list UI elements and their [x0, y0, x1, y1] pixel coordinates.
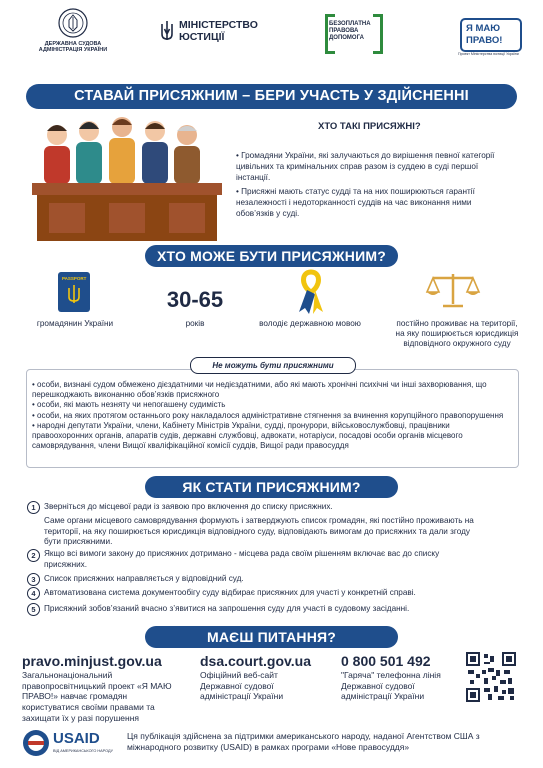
hotline-number: 0 800 501 492 — [341, 653, 431, 669]
who-para-1: • Громадяни України, які залучаються до вирішення певної категорії цивільних та кримінальних справ разом із суддею в суді першої інстанції. — [236, 151, 495, 183]
who-can-banner — [145, 245, 398, 267]
scales-icon — [425, 270, 481, 310]
minjust-line1: МІНІСТЕРСТВО — [179, 19, 258, 31]
ymp-sub: Проект Міністерства юстиції України — [458, 52, 519, 56]
step-number: 2 — [27, 549, 40, 562]
qualification-years: років — [185, 319, 205, 328]
minjust-line2: ЮСТИЦІЇ — [179, 31, 225, 43]
usaid-sub: ВІД АМЕРИКАНСЬКОГО НАРОДУ — [53, 749, 114, 753]
footer-text: Ця публікація здійснена за підтримки американського народу, наданої Агентством США з міжнародного розвитку (USAID) в рамках програми «Нове правосуддя» — [127, 731, 480, 753]
step-text: Присяжний зобов’язаний вчасно з’явитися на запрошення суду для участі в судовому засіданні. — [44, 604, 410, 613]
minjust-logo — [160, 8, 258, 64]
age-range: 30-65 — [166, 287, 224, 312]
dsa-emblem-icon — [58, 8, 88, 38]
step-text: Автоматизована система документообігу суду відбирає присяжних для участі у конкретній справі. — [44, 588, 416, 597]
step-number: 1 — [27, 501, 40, 514]
dsa-logo — [28, 8, 118, 64]
ymp-badge — [460, 18, 522, 52]
ribbon-icon — [295, 268, 327, 316]
trident-icon — [160, 20, 174, 42]
person-3 — [109, 117, 135, 184]
main-title: СТАВАЙ ПРИСЯЖНИМ – БЕРИ УЧАСТЬ У ЗДІЙСНЕННІ ПРАВОСУДДЯ — [74, 88, 469, 129]
bpd-bracket-right — [373, 14, 383, 54]
person-5 — [174, 125, 200, 184]
ymp-logo — [458, 8, 523, 64]
step-text: Якщо всі вимоги закону до присяжних дотримано - місцева рада своїм рішенням включає вас до списку присяжних. — [44, 549, 440, 569]
usaid-word: USAID — [53, 730, 100, 747]
dsa-name: ДЕРЖАВНА СУДОВА АДМІНІСТРАЦІЯ УКРАЇНИ — [38, 41, 108, 54]
qualification-residence: постійно проживає на території, на яку поширюється юрисдикція відповідного окружного суду — [395, 319, 519, 348]
ymp-text: Я МАЮ ПРАВО! — [466, 23, 503, 46]
who-heading: ХТО ТАКІ ПРИСЯЖНІ? — [318, 121, 421, 132]
passport-word: PASSPORT — [62, 276, 87, 281]
bpd-line2: ПРАВОВА — [329, 28, 359, 34]
step-number: 4 — [27, 587, 40, 600]
dsa-court-link[interactable]: dsa.court.gov.ua — [200, 653, 311, 669]
bpd-logo — [325, 8, 385, 64]
restriction-item: • особи, визнані судом обмежено дієздатними чи недієздатними, або які мають хронічні психічні чи інші захворювання, що перешкоджають виконанню обов’язків присяжного — [32, 380, 487, 400]
how-banner — [145, 476, 398, 498]
step-number: 5 — [27, 603, 40, 616]
how-title: ЯК СТАТИ ПРИСЯЖНИМ? — [182, 479, 361, 495]
person-2 — [76, 121, 102, 184]
step-text: Список присяжних направляється у відповідний суд. — [44, 574, 244, 583]
restriction-item: • народні депутати України, члени, Кабінету Міністрів України, судді, пронурори, військовослужбовці, працівники правоохоронних органів, апаратів судів, державні службовці, адвокати, нотаріуси, посадові особи органів місцевого самоврядування, члени Вищої кваліфікаційної комісії суддів, Вищої ради правосуддя — [32, 420, 463, 451]
bpd-line3: ДОПОМОГА — [329, 35, 364, 41]
person-4 — [142, 121, 168, 184]
usaid-seal-icon — [22, 729, 50, 757]
restriction-item: • особи, які мають незняту чи непогашену судимість — [32, 400, 226, 410]
pravo-description: Загальнонаціональний правопросвітницький проект «Я МАЮ ПРАВО!» навчає громадян користуватися своїми правами та захищати їх у разі порушення — [22, 670, 172, 723]
bpd-line1: БЕЗОПЛАТНА — [329, 21, 371, 27]
questions-title: МАЄШ ПИТАННЯ? — [206, 629, 337, 645]
dsa-court-description: Офіційний веб-сайт Державної судової адміністрації України — [200, 670, 284, 702]
restriction-item: • особи, на яких протягом останнього року накладалося адміністративне стягнення за вчинення корупційного правопорушення — [32, 410, 504, 420]
who-para-2: • Присяжні мають статус судді та на них поширюються гарантії незалежності і недоторканності суддів на час виконання ними обов’язків у суді. — [236, 187, 475, 219]
usaid-logo — [22, 727, 114, 761]
restrictions-box — [26, 369, 519, 468]
pravo-link[interactable]: pravo.minjust.gov.ua — [22, 653, 162, 669]
step-text: Зверніться до місцевої ради із заявою про включення до списку присяжних. — [44, 502, 333, 511]
jury-illustration — [27, 113, 227, 243]
person-1 — [44, 125, 70, 184]
step-text: Саме органи місцевого самоврядування формують і затверджують список громадян, які постійно проживають на території, на яку поширюється юрисдикція відповідного суду, відповідають вимогам до присяжних та дали згоду бути присяжними. — [44, 516, 474, 547]
qualification-language: володіє державною мовою — [259, 319, 361, 328]
qualification-citizen: громадянин України — [36, 319, 114, 328]
step-number: 3 — [27, 573, 40, 586]
qr-code-icon[interactable] — [466, 652, 516, 702]
hotline-description: "Гаряча" телефонна лінія Державної судової адміністрації України — [341, 670, 441, 702]
restrictions-title: Не можуть бути присяжними — [190, 357, 356, 374]
who-can-title: ХТО МОЖЕ БУТИ ПРИСЯЖНИМ? — [157, 248, 386, 264]
questions-banner — [145, 626, 398, 648]
